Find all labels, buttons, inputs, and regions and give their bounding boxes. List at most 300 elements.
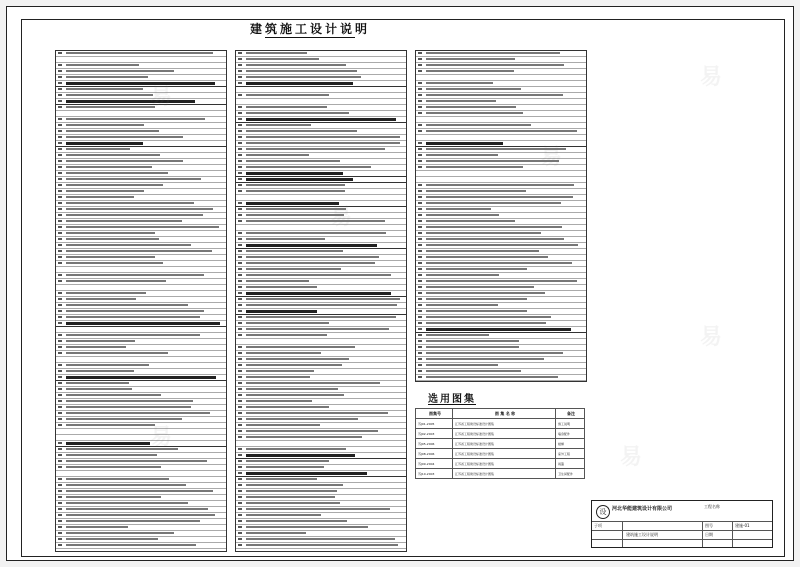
note-line-number [418,88,422,90]
note-line-number [238,412,242,414]
note-line-text [246,310,317,313]
note-line-number [418,160,422,162]
note-line-number [418,196,422,198]
note-line-number [238,430,242,432]
note-line-text [426,52,560,54]
note-line-text [246,250,343,252]
note-line-number [58,298,62,300]
note-line-text [66,400,193,402]
note-line-text [66,52,213,54]
note-line-number [238,172,242,174]
note-line-number [238,124,242,126]
note-line-number [418,226,422,228]
note-line-text [246,292,391,295]
note-line-number [58,94,62,96]
note-line-number [238,454,242,456]
note-line-number [238,166,242,168]
note-line-number [418,310,422,312]
note-line-text [426,298,527,300]
note-line-text [246,382,380,384]
note-line-number [238,232,242,234]
note-line-number [238,298,242,300]
note-line-number [58,70,62,72]
note-line-text [66,484,186,486]
note-line-text [246,406,329,408]
atlas-name: 江苏省工程建设标准设计图集 [453,449,556,459]
note-line-text [66,274,204,276]
note-line-number [418,112,422,114]
note-line-number [238,262,242,264]
note-line-number [58,274,62,276]
note-line-number [418,94,422,96]
note-line-text [246,286,317,288]
note-line-number [58,454,62,456]
note-line-text [66,136,183,138]
atlas-code: 苏J05-2006 [416,439,453,449]
note-line-number [238,520,242,522]
note-line-text [66,280,166,282]
note-line-text [246,436,362,438]
drawing-number: 建施-01 [735,523,750,528]
note-line-number [418,220,422,222]
note-line-text [426,280,577,282]
note-line-text [66,214,203,216]
note-line-text [66,160,183,162]
note-line-text [426,124,531,126]
note-line-text [66,196,134,198]
note-line-number [238,52,242,54]
note-line-number [238,256,242,258]
note-line-number [238,490,242,492]
note-line-text [66,340,135,342]
note-line-text [246,256,379,258]
note-line-number [58,424,62,426]
note-line-text [66,76,148,78]
note-line-number [238,190,242,192]
note-line-text [66,364,149,366]
note-line-number [238,106,242,108]
note-line-text [66,418,182,420]
company-name: 河北华能建筑设计有限公司 [612,506,673,512]
atlas-table [415,408,585,479]
note-line-text [426,346,519,348]
note-line-number [418,268,422,270]
note-line-number [58,508,62,510]
note-line-text [246,544,398,546]
note-line-number [58,490,62,492]
note-line-number [58,448,62,450]
note-line-text [426,214,499,216]
note-line-text [246,388,338,390]
note-line-number [238,304,242,306]
note-line-text [66,166,152,168]
note-line-number [238,184,242,186]
note-line-text [426,310,527,312]
note-line-text [246,298,400,300]
note-line-number [418,370,422,372]
note-line-number [418,262,422,264]
note-line-text [246,238,325,240]
note-line-number [58,106,62,108]
note-line-number [58,520,62,522]
note-line-number [238,328,242,330]
note-line-text [66,220,182,222]
note-line-number [418,214,422,216]
note-line-number [238,346,242,348]
note-line-number [58,442,62,444]
note-line-number [418,352,422,354]
project-label: 工程名称 [704,504,720,509]
note-line-number [58,208,62,210]
note-line-text [246,130,357,132]
note-line-text [66,124,144,126]
note-line-text [66,244,191,246]
notes-column-2 [235,50,407,552]
note-line-number [418,340,422,342]
note-line-number [418,232,422,234]
atlas-name: 江苏省工程建设标准设计图集 [453,439,556,449]
note-line-number [58,166,62,168]
note-line [236,543,406,549]
atlas-code: 苏J10-2003 [416,469,453,479]
note-line-number [58,202,62,204]
note-line-number [58,88,62,90]
note-line-number [58,256,62,258]
atlas-note: 卫生间配件 [556,469,585,479]
note-line-number [238,496,242,498]
note-line-number [58,316,62,318]
company-logo: 设 [596,505,610,519]
note-line-number [238,400,242,402]
note-line-text [66,322,220,325]
note-line-number [58,136,62,138]
note-line-text [66,544,196,546]
note-line-text [426,220,515,222]
note-line-text [246,478,317,480]
note-line-text [246,496,335,498]
note-line-text [66,172,168,174]
atlas-note: 室外工程 [556,449,585,459]
note-line-number [238,220,242,222]
note-line-number [58,322,62,324]
note-line-number [238,214,242,216]
note-line-text [246,208,346,210]
note-line-text [246,472,367,475]
note-line-number [238,478,242,480]
note-line-text [66,490,213,492]
note-line-text [66,388,132,390]
note-line-text [66,502,188,504]
atlas-note: 雨篷 [556,459,585,469]
atlas-code: 苏J01-2005 [416,419,453,429]
sheet-name: 建筑施工设计说明 [626,532,658,537]
note-line-number [418,364,422,366]
note-line-number [418,274,422,276]
note-line-text [66,64,139,66]
note-line-text [246,70,357,72]
note-line-text [426,322,546,324]
note-line-number [58,400,62,402]
note-line-text [246,490,337,492]
note-line-number [238,544,242,546]
note-line-number [238,94,242,96]
note-line-number [418,58,422,60]
note-line-text [66,520,200,522]
note-line-text [66,88,143,90]
atlas-code: 苏J02-2003 [416,429,453,439]
note-line-number [418,70,422,72]
note-line-number [418,334,422,336]
note-line-text [426,208,491,210]
note-line-text [426,304,498,306]
note-line-text [246,322,329,324]
note-line-text [246,52,307,54]
note-line-text [246,448,346,450]
note-line-text [246,112,349,114]
note-line-text [66,466,161,468]
note-line-text [66,382,129,384]
note-line-number [238,82,242,84]
note-line-text [246,118,396,121]
note-line-text [246,364,342,366]
note-line-text [66,226,219,228]
notes-column-3 [415,50,587,382]
note-line-number [238,280,242,282]
note-line-number [418,154,422,156]
atlas-header-name: 图 集 名 称 [453,409,556,419]
note-line-number [58,244,62,246]
note-line-number [418,106,422,108]
atlas-row [416,449,585,459]
note-line-number [58,178,62,180]
note-line-number [58,250,62,252]
note-line-text [426,154,498,156]
note-line-number [58,82,62,84]
note-line-text [66,298,136,300]
note-line-number [238,484,242,486]
note-line-text [426,334,489,336]
note-line-number [58,532,62,534]
note-line-text [246,346,355,348]
note-line-text [246,460,329,462]
note-line-text [66,304,188,306]
note-line-number [58,412,62,414]
note-line-number [418,304,422,306]
note-line-text [246,148,385,150]
note-line-number [58,526,62,528]
note-line-text [66,130,159,132]
note-line-text [66,142,143,145]
note-line-text [246,454,355,457]
note-line-number [238,388,242,390]
note-line-text [66,148,130,150]
note-line-number [238,202,242,204]
note-line-text [66,448,178,450]
note-line-text [426,268,527,270]
note-line-text [246,304,397,306]
note-line-number [418,298,422,300]
note-line-number [58,232,62,234]
note-line-number [58,514,62,516]
note-line-text [426,64,564,66]
note-line-text [426,202,561,204]
note-line-number [238,370,242,372]
note-line-text [246,376,310,378]
note-line-text [66,178,201,180]
note-line-text [66,190,144,192]
note-line-number [58,148,62,150]
note-line-text [66,478,169,480]
note-line-text [66,346,126,348]
note-line-number [58,142,62,144]
note-line-text [66,100,195,103]
note-line-number [418,322,422,324]
note-line-number [418,100,422,102]
notes-column-1 [55,50,227,552]
note-line-number [418,280,422,282]
note-line-number [418,148,422,150]
note-line-number [58,196,62,198]
note-line-number [58,310,62,312]
note-line-number [58,496,62,498]
note-line-text [246,370,314,372]
note-line-text [66,406,191,408]
note-line-text [66,334,200,336]
note-line-number [238,460,242,462]
note-line-text [246,166,371,168]
note-line-text [246,280,309,282]
atlas-note: 施工说明 [556,419,585,429]
note-line-text [246,124,311,126]
note-line-text [426,262,572,264]
note-line-text [246,154,309,156]
note-line-number [418,142,422,144]
note-line-text [426,106,516,108]
note-line-number [418,82,422,84]
note-line-number [418,124,422,126]
note-line-text [426,292,545,294]
note-line-number [238,238,242,240]
note-line-number [58,394,62,396]
note-line-text [66,292,146,294]
note-line-number [58,280,62,282]
note-line-text [426,376,558,378]
note-line-text [66,70,174,72]
note-line-text [426,166,523,168]
note-line-text [66,316,200,318]
note-line-text [426,190,526,192]
note-line-number [238,268,242,270]
note-line-text [426,160,559,162]
atlas-title: 选用图集 [428,394,476,405]
note-line-text [246,58,319,60]
note-line-text [246,172,343,175]
note-line-text [66,538,158,540]
note-line-number [58,52,62,54]
note-line-number [418,316,422,318]
note-line-number [238,466,242,468]
note-line-number [238,244,242,246]
note-line-number [238,142,242,144]
note-line-number [238,382,242,384]
note-line-number [238,274,242,276]
note-line-text [66,94,153,96]
note-line-number [418,238,422,240]
note-line-text [66,460,207,462]
note-line-text [246,424,320,426]
note-line-text [66,370,134,372]
note-line-text [66,118,205,120]
note-line-text [246,508,390,510]
note-line-text [426,82,493,84]
note-line-text [426,232,541,234]
note-line-text [246,64,346,66]
note-line-text [246,520,347,522]
note-line-text [246,136,400,138]
note-line-number [238,58,242,60]
note-line-number [238,472,242,474]
note-line-text [246,274,391,276]
note-line-text [426,142,503,145]
note-line-number [58,484,62,486]
note-line-number [58,220,62,222]
note-line-text [66,154,160,156]
note-line-text [246,400,312,402]
note-line-text [426,340,519,342]
note-line-text [426,58,515,60]
note-line-text [66,208,213,210]
note-line-number [58,406,62,408]
note-line-number [238,358,242,360]
sub-label: 子项 [594,523,602,528]
note-line-text [66,526,128,528]
note-line-text [246,532,306,534]
note-line-text [66,352,168,354]
note-line-number [238,136,242,138]
note-line [416,375,586,381]
note-line-number [238,322,242,324]
note-line-number [58,460,62,462]
note-line-text [66,184,163,186]
note-line-number [58,154,62,156]
note-line-number [58,364,62,366]
note-line-number [418,184,422,186]
note-line-number [238,316,242,318]
title-block [591,500,773,548]
atlas-header-code: 图集号 [416,409,453,419]
note-line-text [426,370,521,372]
note-line-number [418,358,422,360]
note-line-text [246,202,339,205]
note-line-number [238,514,242,516]
note-line-number [418,256,422,258]
note-line-text [426,70,514,72]
note-line-text [426,148,566,150]
note-line-number [418,346,422,348]
note-line-text [426,226,562,228]
note-line-text [246,262,375,264]
note-line-number [58,226,62,228]
note-line-text [426,100,496,102]
note-line-number [238,148,242,150]
note-line-text [66,424,155,426]
note-line-text [66,82,215,85]
note-line-number [238,160,242,162]
note-line-number [238,448,242,450]
note-line-number [238,154,242,156]
note-line-text [426,352,563,354]
note-line-text [426,88,521,90]
